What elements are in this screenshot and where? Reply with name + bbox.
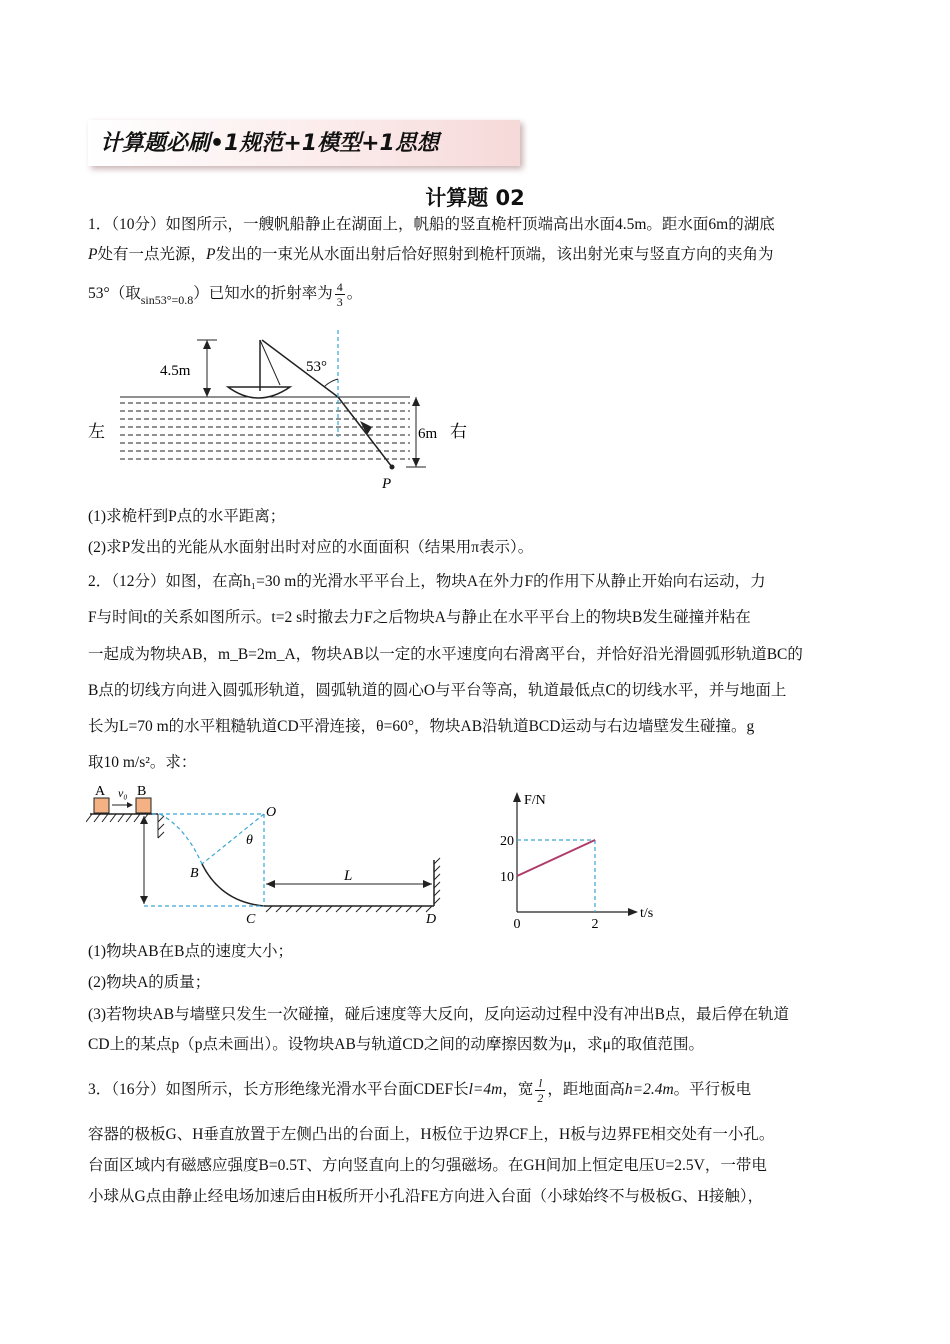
label-a: A (95, 784, 106, 799)
banner-text: 计算题必刷•1规范+1模型+1思想 (100, 131, 439, 156)
label-theta: θ (246, 833, 253, 848)
page-title: 计算题 02 (425, 186, 525, 210)
q1-line2 (88, 242, 773, 264)
q3-length: l=4m (468, 1081, 503, 1099)
q3-height: h=2.4m (624, 1081, 674, 1099)
label-o: O (266, 805, 277, 820)
height-arrow-down (203, 388, 211, 397)
q2-force-time-graph (480, 788, 670, 928)
h1-arrow-up (140, 816, 148, 824)
q1-line3-end: 。 (346, 285, 363, 303)
light-ray-water (338, 397, 392, 467)
q3-line1d: 。平行板电 (673, 1081, 752, 1099)
q2-line5: 长为L=70 m的水平粗糙轨道CD平滑连接，θ=60°，物块AB沿轨道BCD运动与右边墙壁发生碰撞。g (88, 718, 755, 735)
angle-label: 53° (306, 359, 327, 375)
graph-ytick-20: 20 (500, 834, 514, 849)
block-a (94, 798, 109, 813)
graph-y-arrow (513, 792, 521, 802)
q2-sub2: (2)物块A的质量； (88, 974, 211, 991)
q1-line2b: 发出的一束光从水面出射后恰好照射到桅杆顶端，该出射光束与竖直方向的夹角为 (215, 246, 774, 263)
q2-sub3a: (3)若物块AB与墙壁只发生一次碰撞，碰后速度等大反向，反向运动过程中没有冲出B点，最后停在轨道 (88, 1006, 789, 1023)
h1-arrow-down (140, 896, 148, 904)
depth-arrow-down (412, 458, 420, 467)
q1-sin: sin53°=0.8 (140, 293, 194, 308)
q1-line3 (88, 280, 362, 309)
label-b-point: B (190, 866, 199, 881)
q3-line1 (88, 1076, 751, 1105)
angle-arc (324, 379, 338, 387)
q2-sub3b: CD上的某点p（p点未画出）。设物块AB与轨道CD之间的动摩擦因数为μ，求μ的取值范围。 (88, 1036, 704, 1053)
point-p-label: P (382, 476, 392, 492)
block-b (136, 798, 151, 813)
point-p (390, 465, 395, 470)
label-d: D (426, 912, 437, 927)
q2-sub1: (1)物块AB在B点的速度大小； (88, 943, 293, 960)
q2-line1: 2．（12分）如图，在高h₁=30 m的光滑水平平台上，物块A在外力F的作用下从静止开始向右运动，力 (88, 573, 766, 590)
label-c: C (246, 912, 256, 927)
q3-line3: 台面区域内有磁感应强度B=0.5T、方向竖直向上的匀强磁场。在GH间加上恒定电压U=2.5V，一带电 (88, 1157, 767, 1174)
q1-ratio-num: 4 (336, 280, 343, 294)
height-arrow-up (203, 340, 211, 349)
q2-line3: 一起成为物块AB，m_B=2m_A，物块AB以一定的水平速度向右滑离平台，并恰好沿光滑圆弧形轨道BC的 (88, 646, 803, 663)
ground-hatch (266, 906, 432, 912)
q3-line1b: ，宽 (502, 1081, 534, 1099)
q1-p: P (88, 246, 98, 263)
q3-line1a: 3．（16分）如图所示，长方形绝缘光滑水平台面CDEF长 (88, 1081, 469, 1099)
graph-xtick-2: 2 (591, 917, 599, 928)
q1-sub1: (1)求桅杆到P点的水平距离； (88, 508, 286, 525)
q1-line3b: ）已知水的折射率为 (193, 285, 333, 303)
graph-ytick-10: 10 (500, 870, 514, 885)
q3-line1c: ，距地面高 (547, 1081, 625, 1099)
height-label: 4.5m (160, 363, 191, 379)
label-b: B (137, 784, 147, 799)
graph-xlabel: t/s (640, 906, 654, 921)
q1-ratio (335, 280, 345, 309)
arc-track (202, 864, 264, 906)
q2-line4: B点的切线方向进入圆弧形轨道，圆弧轨道的圆心O与平台等高，轨道最低点C的切线水平，并与地面上 (88, 682, 787, 699)
header-banner (88, 120, 520, 166)
depth-label: 6m (418, 426, 438, 442)
radius-dashed (202, 814, 264, 864)
q3-line4: 小球从G点由静止经电场加速后由H板所开小孔沿FE方向进入台面（小球始终不与极板G、H接触）， (88, 1188, 764, 1205)
label-v0: v₀ (118, 786, 128, 800)
l-arrow-left (266, 880, 275, 888)
q3-width-num: l (535, 1076, 545, 1091)
v0-arrowhead (127, 802, 133, 808)
q1-ratio-den: 3 (336, 295, 343, 309)
platform-hatch (86, 814, 164, 838)
q3-width-den: 2 (537, 1091, 544, 1105)
q1-line3a: 53°（取 (88, 285, 141, 303)
q2-track-figure (86, 778, 446, 928)
wall-hatch (434, 858, 440, 904)
q1-p2: P (205, 246, 216, 263)
depth-arrow-up (412, 397, 420, 406)
graph-xtick-0: 0 (513, 917, 521, 928)
q2-line2: F与时间t的关系如图所示。t=2 s时撤去力F之后物块A与静止在水平平台上的物块B发生碰撞并粘在 (88, 609, 751, 626)
q1-line1: 1．（10分）如图所示，一艘帆船静止在湖面上，帆船的竖直桅杆顶端高出水面4.5m。距水面6m的湖底 (88, 216, 775, 233)
q1-figure (80, 325, 480, 495)
trajectory-dashed (160, 814, 202, 864)
right-label: 右 (450, 422, 467, 441)
q3-width (535, 1076, 545, 1105)
label-l: L (344, 868, 353, 884)
graph-ylabel: F/N (524, 793, 546, 808)
q1-sub2: (2)求P发出的光能从水面射出时对应的水面面积（结果用π表示）。 (88, 539, 534, 556)
graph-x-arrow (628, 908, 638, 916)
graph-series-line (517, 840, 595, 876)
q1-line2a: 处有一点光源， (97, 246, 206, 263)
l-arrow-right (423, 880, 432, 888)
left-label: 左 (88, 422, 105, 441)
q3-line2: 容器的极板G、H垂直放置于左侧凸出的台面上，H板位于边界CF上，H板与边界FE相交处有一小孔。 (88, 1126, 775, 1143)
q2-line6: 取10 m/s²。求： (88, 754, 197, 771)
boat-hull (228, 387, 290, 398)
